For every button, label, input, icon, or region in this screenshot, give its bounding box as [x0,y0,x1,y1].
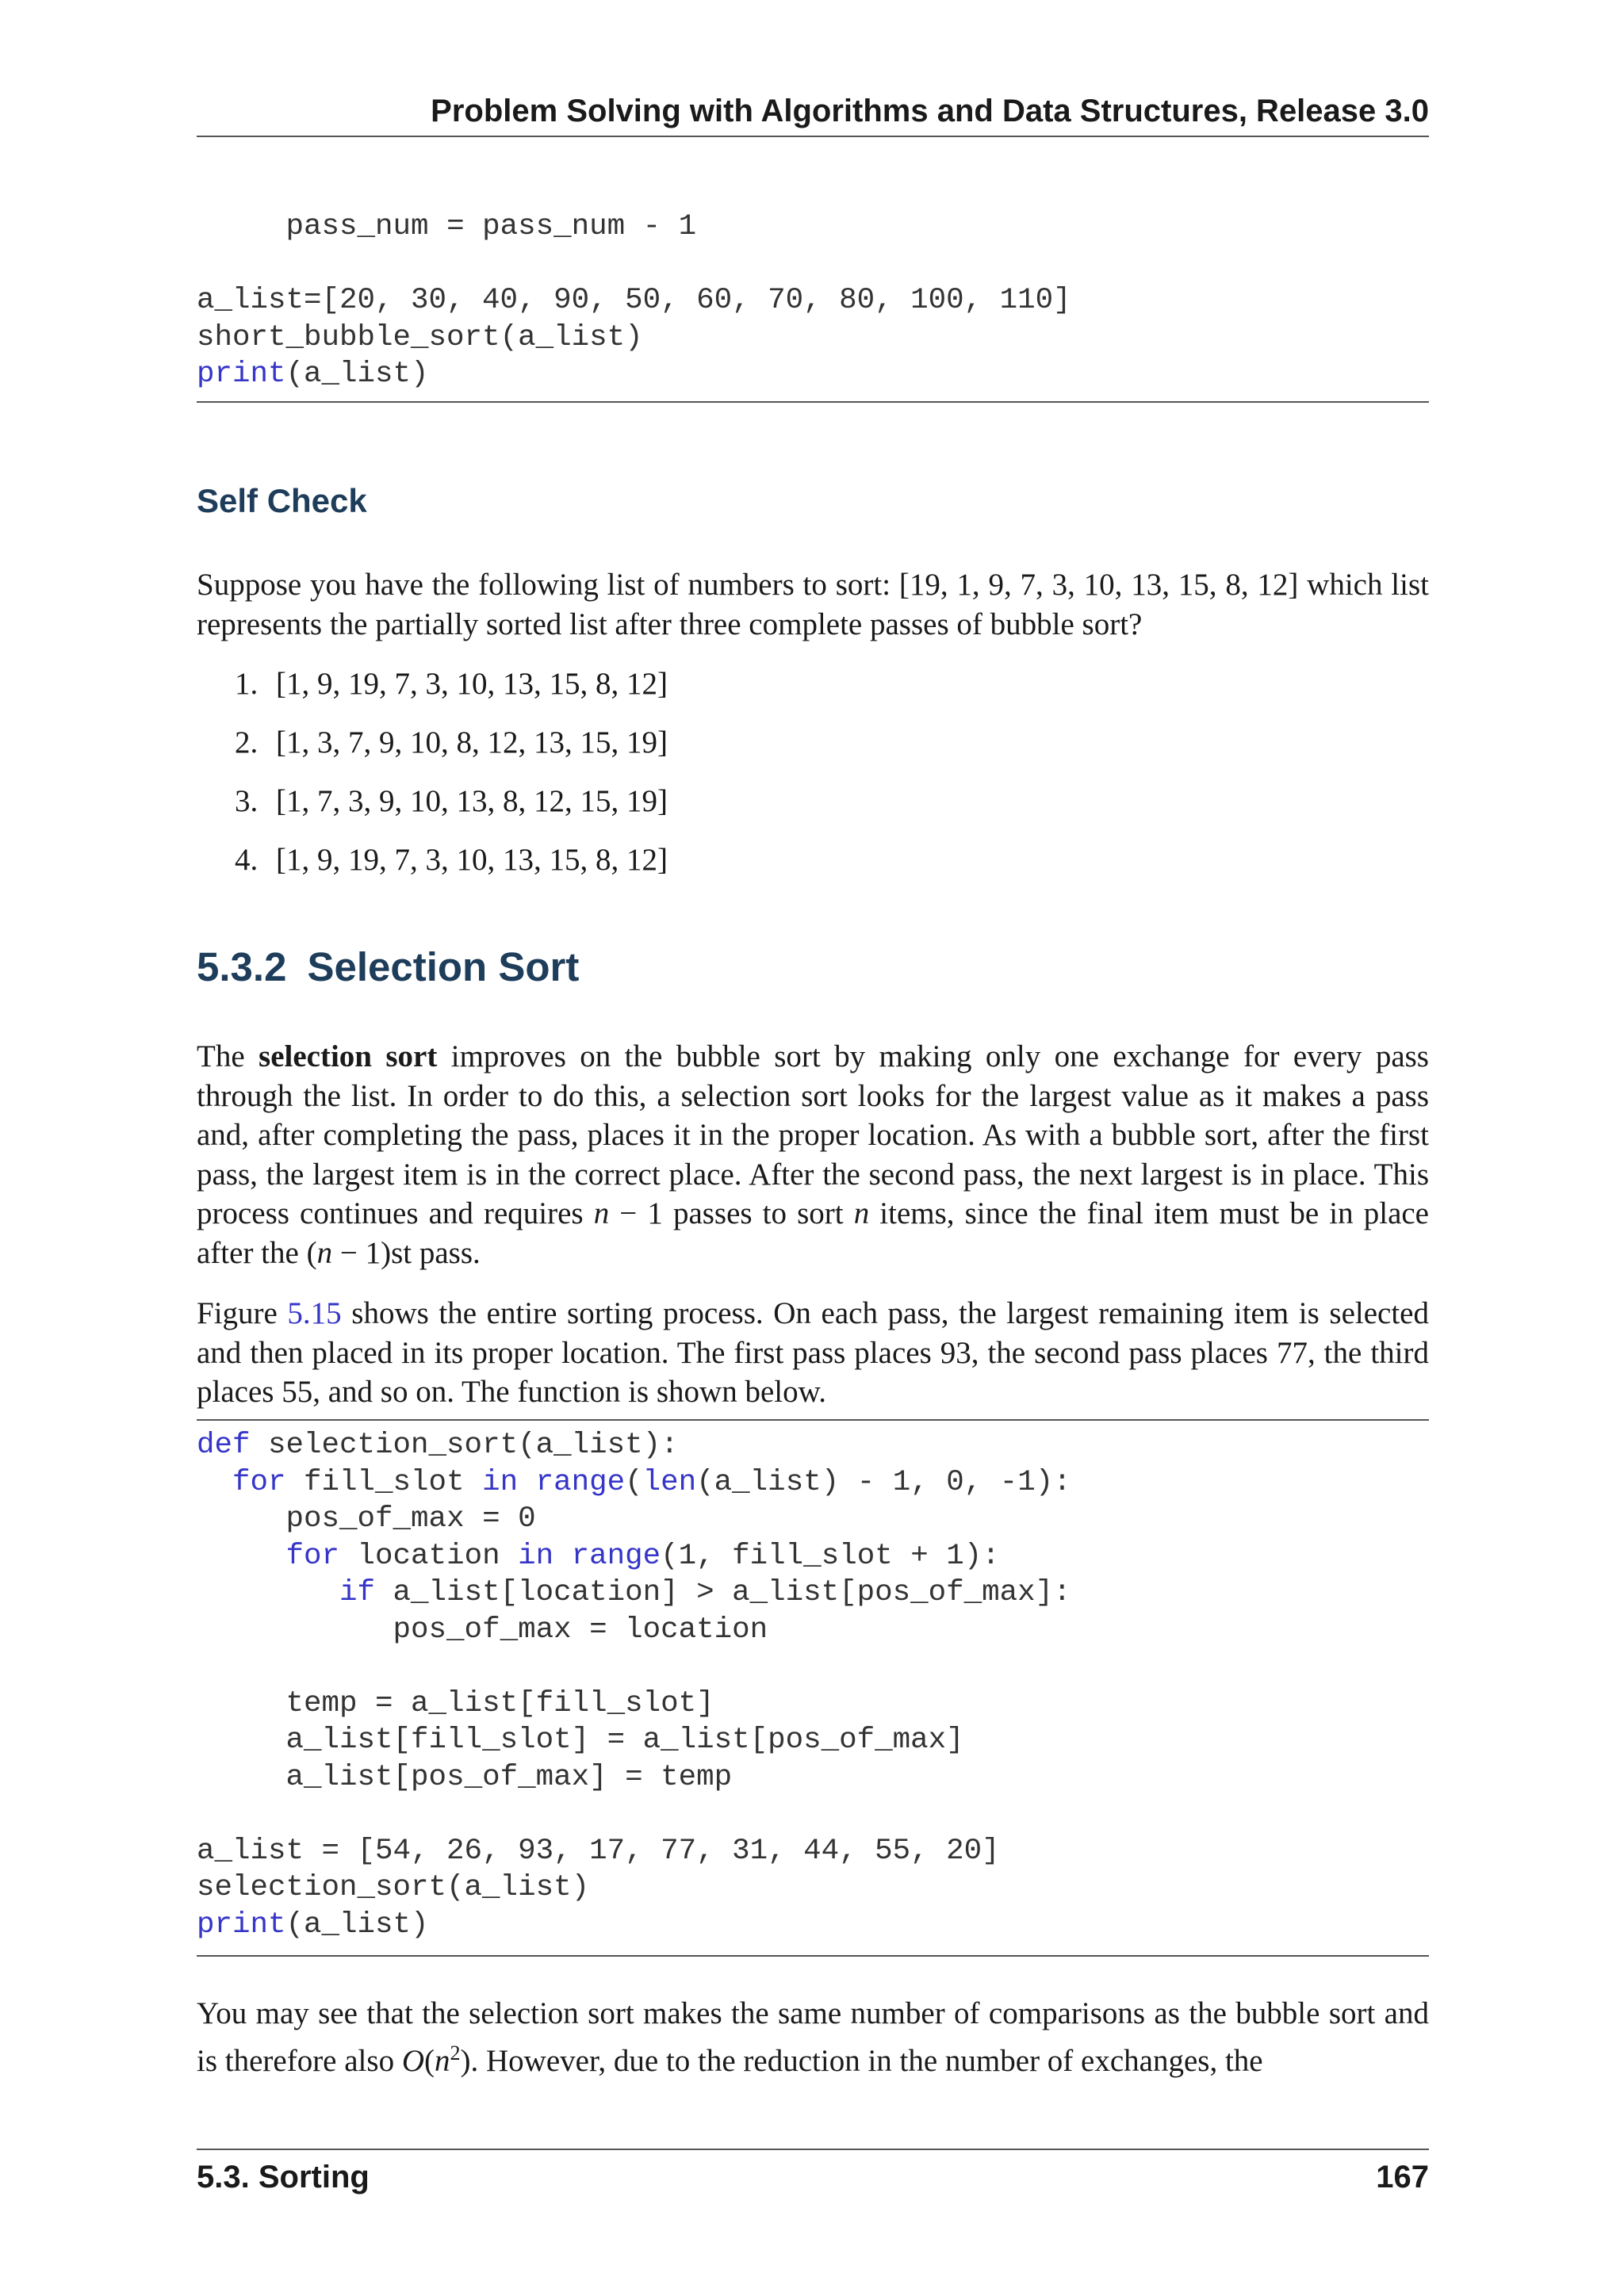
footer-section: 5.3. Sorting [197,2160,370,2195]
code-line: if a_list[location] > a_list[pos_of_max]: [339,1576,1071,1609]
code-line: print(a_list) [197,358,429,391]
self-check-question: Suppose you have the following list of numbers to sort: [19, 1, 9, 7, 3, 10, 13, 15, 8, 12] which list represents the partially sorted list after three complete passes of bubble sort? [197,568,1429,641]
answer-option: 4. [1, 9, 19, 7, 3, 10, 13, 15, 8, 12] [235,843,668,877]
code-line: for location in range(1, fill_slot + 1): [285,1539,1000,1573]
answer-option: 2. [1, 3, 7, 9, 10, 8, 12, 13, 15, 19] [235,725,668,760]
header-rule [197,136,1429,137]
code-top-rule [197,1419,1429,1421]
answer-option: 1. [1, 9, 19, 7, 3, 10, 13, 15, 8, 12] [235,667,668,701]
figure-description: Figure 5.15 shows the entire sorting process. On each pass, the largest remaining item is selected and then placed in its proper location. The first pass places 93, the second pass places 77, the third places 55, and so on. The function is shown below. [197,1296,1429,1409]
code-block-bubble-tail [197,209,1071,393]
code-line: a_list[pos_of_max] = temp [285,1760,733,1794]
page-footer [197,2155,1429,2199]
code-bottom-rule [197,401,1429,403]
figure-link[interactable]: 5.15 [287,1296,342,1330]
code-line: pass_num = pass_num - 1 [285,210,697,243]
code-line: pos_of_max = 0 [285,1502,536,1536]
code-line: temp = a_list[fill_slot] [285,1686,714,1720]
code-line: def selection_sort(a_list): [197,1429,679,1462]
code-line: print(a_list) [197,1908,429,1942]
code-line: for fill_slot in range(len(a_list) - 1, 0, -1): [232,1465,1071,1499]
page-number: 167 [1376,2160,1429,2195]
selection-sort-intro: The selection sort improves on the bubble sort by making only one exchange for every pass through the list. In order to do this, a selection sort looks for the largest value as it makes a pass and, after completing the pass, places it in the proper location. As with a bubble sort, after the first pass, the largest item is in the correct place. After the second pass, the next largest is in place. This process continues and requires n − 1 passes to sort n items, since the final item must be in place after the (n − 1)st pass. [197,1039,1429,1270]
answer-option: 3. [1, 7, 3, 9, 10, 13, 8, 12, 15, 19] [235,784,668,818]
self-check-heading: Self Check [197,482,367,519]
footer-rule [197,2149,1429,2150]
code-line: a_list=[20, 30, 40, 90, 50, 60, 70, 80, 100, 110] [197,284,1071,317]
code-bottom-rule [197,1955,1429,1957]
code-line: a_list = [54, 26, 93, 17, 77, 31, 44, 55, 20] [197,1834,1000,1868]
section-heading: 5.3.2 Selection Sort [197,944,580,989]
running-header: Problem Solving with Algorithms and Data Structures, Release 3.0 [431,94,1429,128]
complexity-paragraph: You may see that the selection sort makes the same number of comparisons as the bubble sort and is therefore also $O(n^2)$. However, due to the reduction in the number of exchanges, the [197,1996,1429,2078]
code-line: short_bubble_sort(a_list) [197,320,643,354]
code-line: pos_of_max = location [393,1613,768,1647]
code-block-selection-sort [197,1427,1071,1943]
code-line: a_list[fill_slot] = a_list[pos_of_max] [285,1724,964,1757]
code-line: selection_sort(a_list) [197,1871,590,1904]
